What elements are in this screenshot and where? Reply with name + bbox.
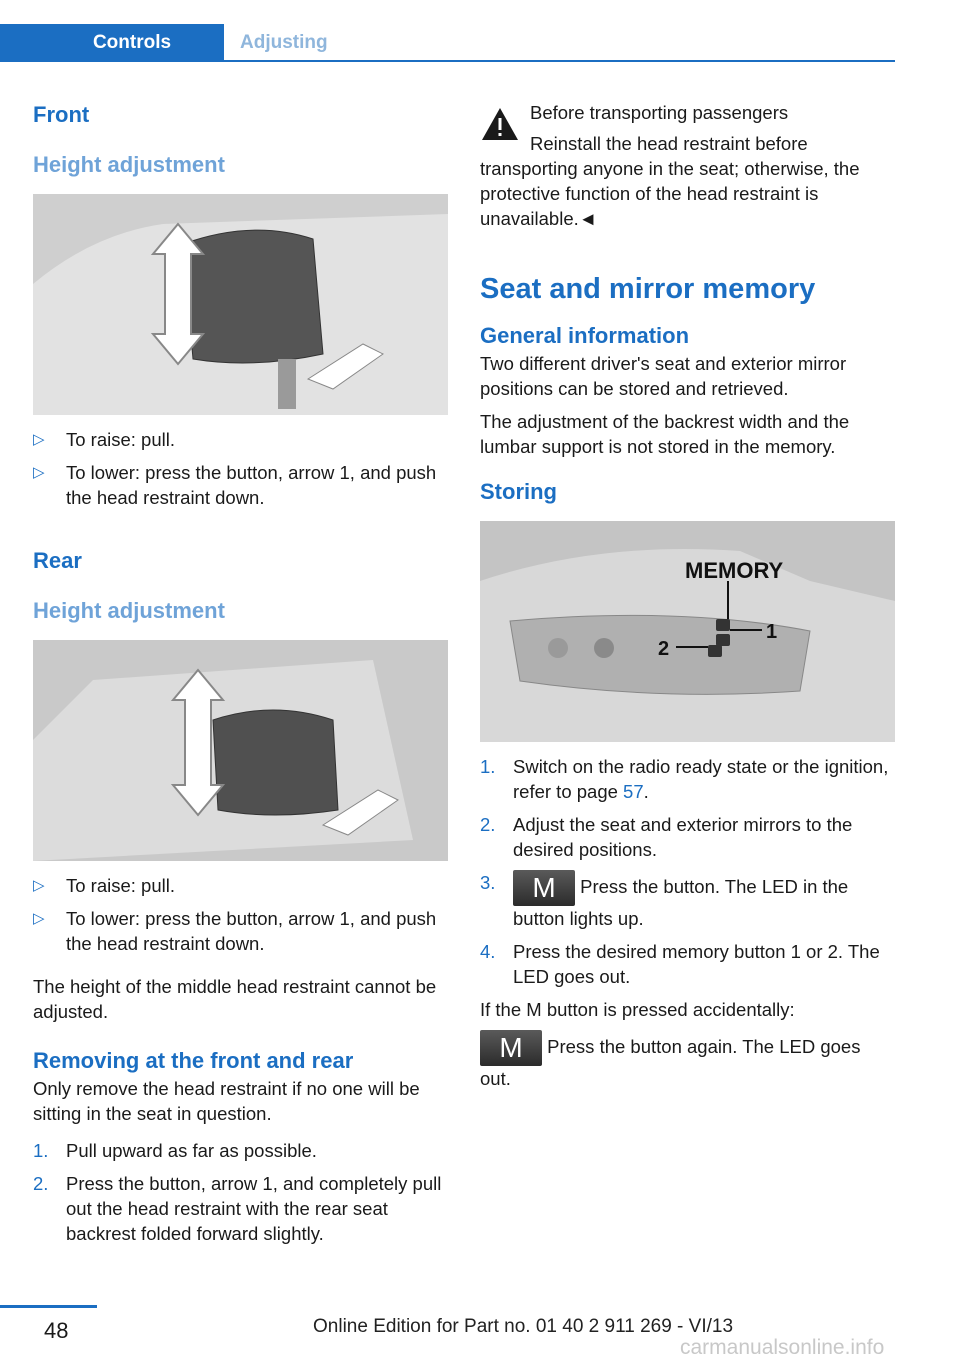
list-item: 1. Switch on the radio ready state or the ignition, refer to page 57.	[480, 756, 889, 802]
headrest-illustration	[33, 194, 448, 415]
accident-text: M Press the button again. The LED goes out.	[480, 1032, 861, 1089]
button-2-label: 2	[658, 638, 670, 660]
middle-restraint-note: The height of the middle head restraint cannot be adjusted.	[33, 976, 437, 1022]
rear-subheading: Height adjustment	[33, 598, 225, 623]
rear-heading: Rear	[33, 548, 82, 573]
tab-adjusting[interactable]: Adjusting	[240, 32, 328, 53]
accident-intro: If the M button is pressed accidentally:	[480, 999, 795, 1020]
section-title: Seat and mirror memory	[480, 273, 816, 305]
front-instructions	[33, 427, 448, 510]
list-item: 1. Pull upward as far as possible.	[33, 1140, 317, 1161]
list-item: ▷ To lower: press the button, arrow 1, and push the head restraint down.	[33, 462, 437, 508]
rear-headrest-photo	[33, 640, 448, 861]
warning-block	[480, 100, 895, 125]
m-button-icon: M	[480, 1030, 542, 1066]
front-heading: Front	[33, 102, 90, 127]
list-item: ▷ To raise: pull.	[33, 429, 175, 450]
right-column	[480, 100, 895, 1091]
edition-footer: Online Edition for Part no. 01 40 2 911 269 - VI/13	[313, 1316, 734, 1337]
list-item: 3. M Press the button. The LED in the button lights up.	[480, 872, 849, 929]
triangle-bullet-icon: ▷	[33, 877, 45, 894]
removing-heading: Removing at the front and rear	[33, 1048, 354, 1073]
seat-memory-illustration	[480, 521, 895, 742]
memory-buttons-photo	[480, 521, 895, 742]
triangle-bullet-icon: ▷	[33, 910, 45, 927]
list-item: 2. Adjust the seat and exterior mirrors to the desired positions.	[480, 814, 853, 860]
storing-steps	[480, 754, 895, 989]
storing-heading: Storing	[480, 479, 557, 504]
page-number: 48	[44, 1318, 69, 1343]
headrest-illustration	[33, 640, 448, 861]
warning-triangle-icon	[480, 106, 520, 142]
general-paragraph-1: Two different driver's seat and exterior mirror positions can be stored and retrieved.	[480, 353, 847, 399]
list-item: ▷ To lower: press the button, arrow 1, and push the head restraint down.	[33, 908, 437, 954]
triangle-bullet-icon: ▷	[33, 431, 45, 448]
removing-steps	[33, 1138, 448, 1246]
general-info-heading: General information	[480, 323, 690, 348]
front-headrest-photo	[33, 194, 448, 415]
removing-intro: Only remove the head restraint if no one will be sitting in the seat in question.	[33, 1078, 420, 1124]
left-column	[33, 100, 448, 1246]
warning-text: Reinstall the head restraint before transporting anyone in the seat; otherwise, the protective function of the head restraint is unavailable.◄	[480, 133, 860, 229]
m-button-icon: M	[513, 870, 575, 906]
watermark: carmanualsonline.info	[680, 1336, 885, 1359]
page-link[interactable]: 57	[623, 781, 644, 802]
triangle-bullet-icon: ▷	[33, 464, 45, 481]
footer-divider	[0, 1305, 97, 1308]
list-item: 4. Press the desired memory button 1 or 2. The LED goes out.	[480, 941, 880, 987]
list-item: ▷ To raise: pull.	[33, 875, 175, 896]
memory-label: MEMORY	[685, 558, 784, 583]
list-item: 2. Press the button, arrow 1, and completely pull out the head restraint with the rear seat backrest folded forward slightly.	[33, 1173, 442, 1244]
button-1-label: 1	[766, 621, 778, 643]
rear-instructions	[33, 873, 448, 956]
tab-controls[interactable]: Controls	[0, 24, 224, 60]
warning-title: Before transporting passengers	[530, 102, 789, 123]
general-paragraph-2: The adjustment of the backrest width and the lumbar support is not stored in the memory.	[480, 411, 850, 457]
front-subheading: Height adjustment	[33, 152, 225, 177]
header-divider	[0, 60, 895, 62]
header-tabbar	[0, 24, 895, 62]
